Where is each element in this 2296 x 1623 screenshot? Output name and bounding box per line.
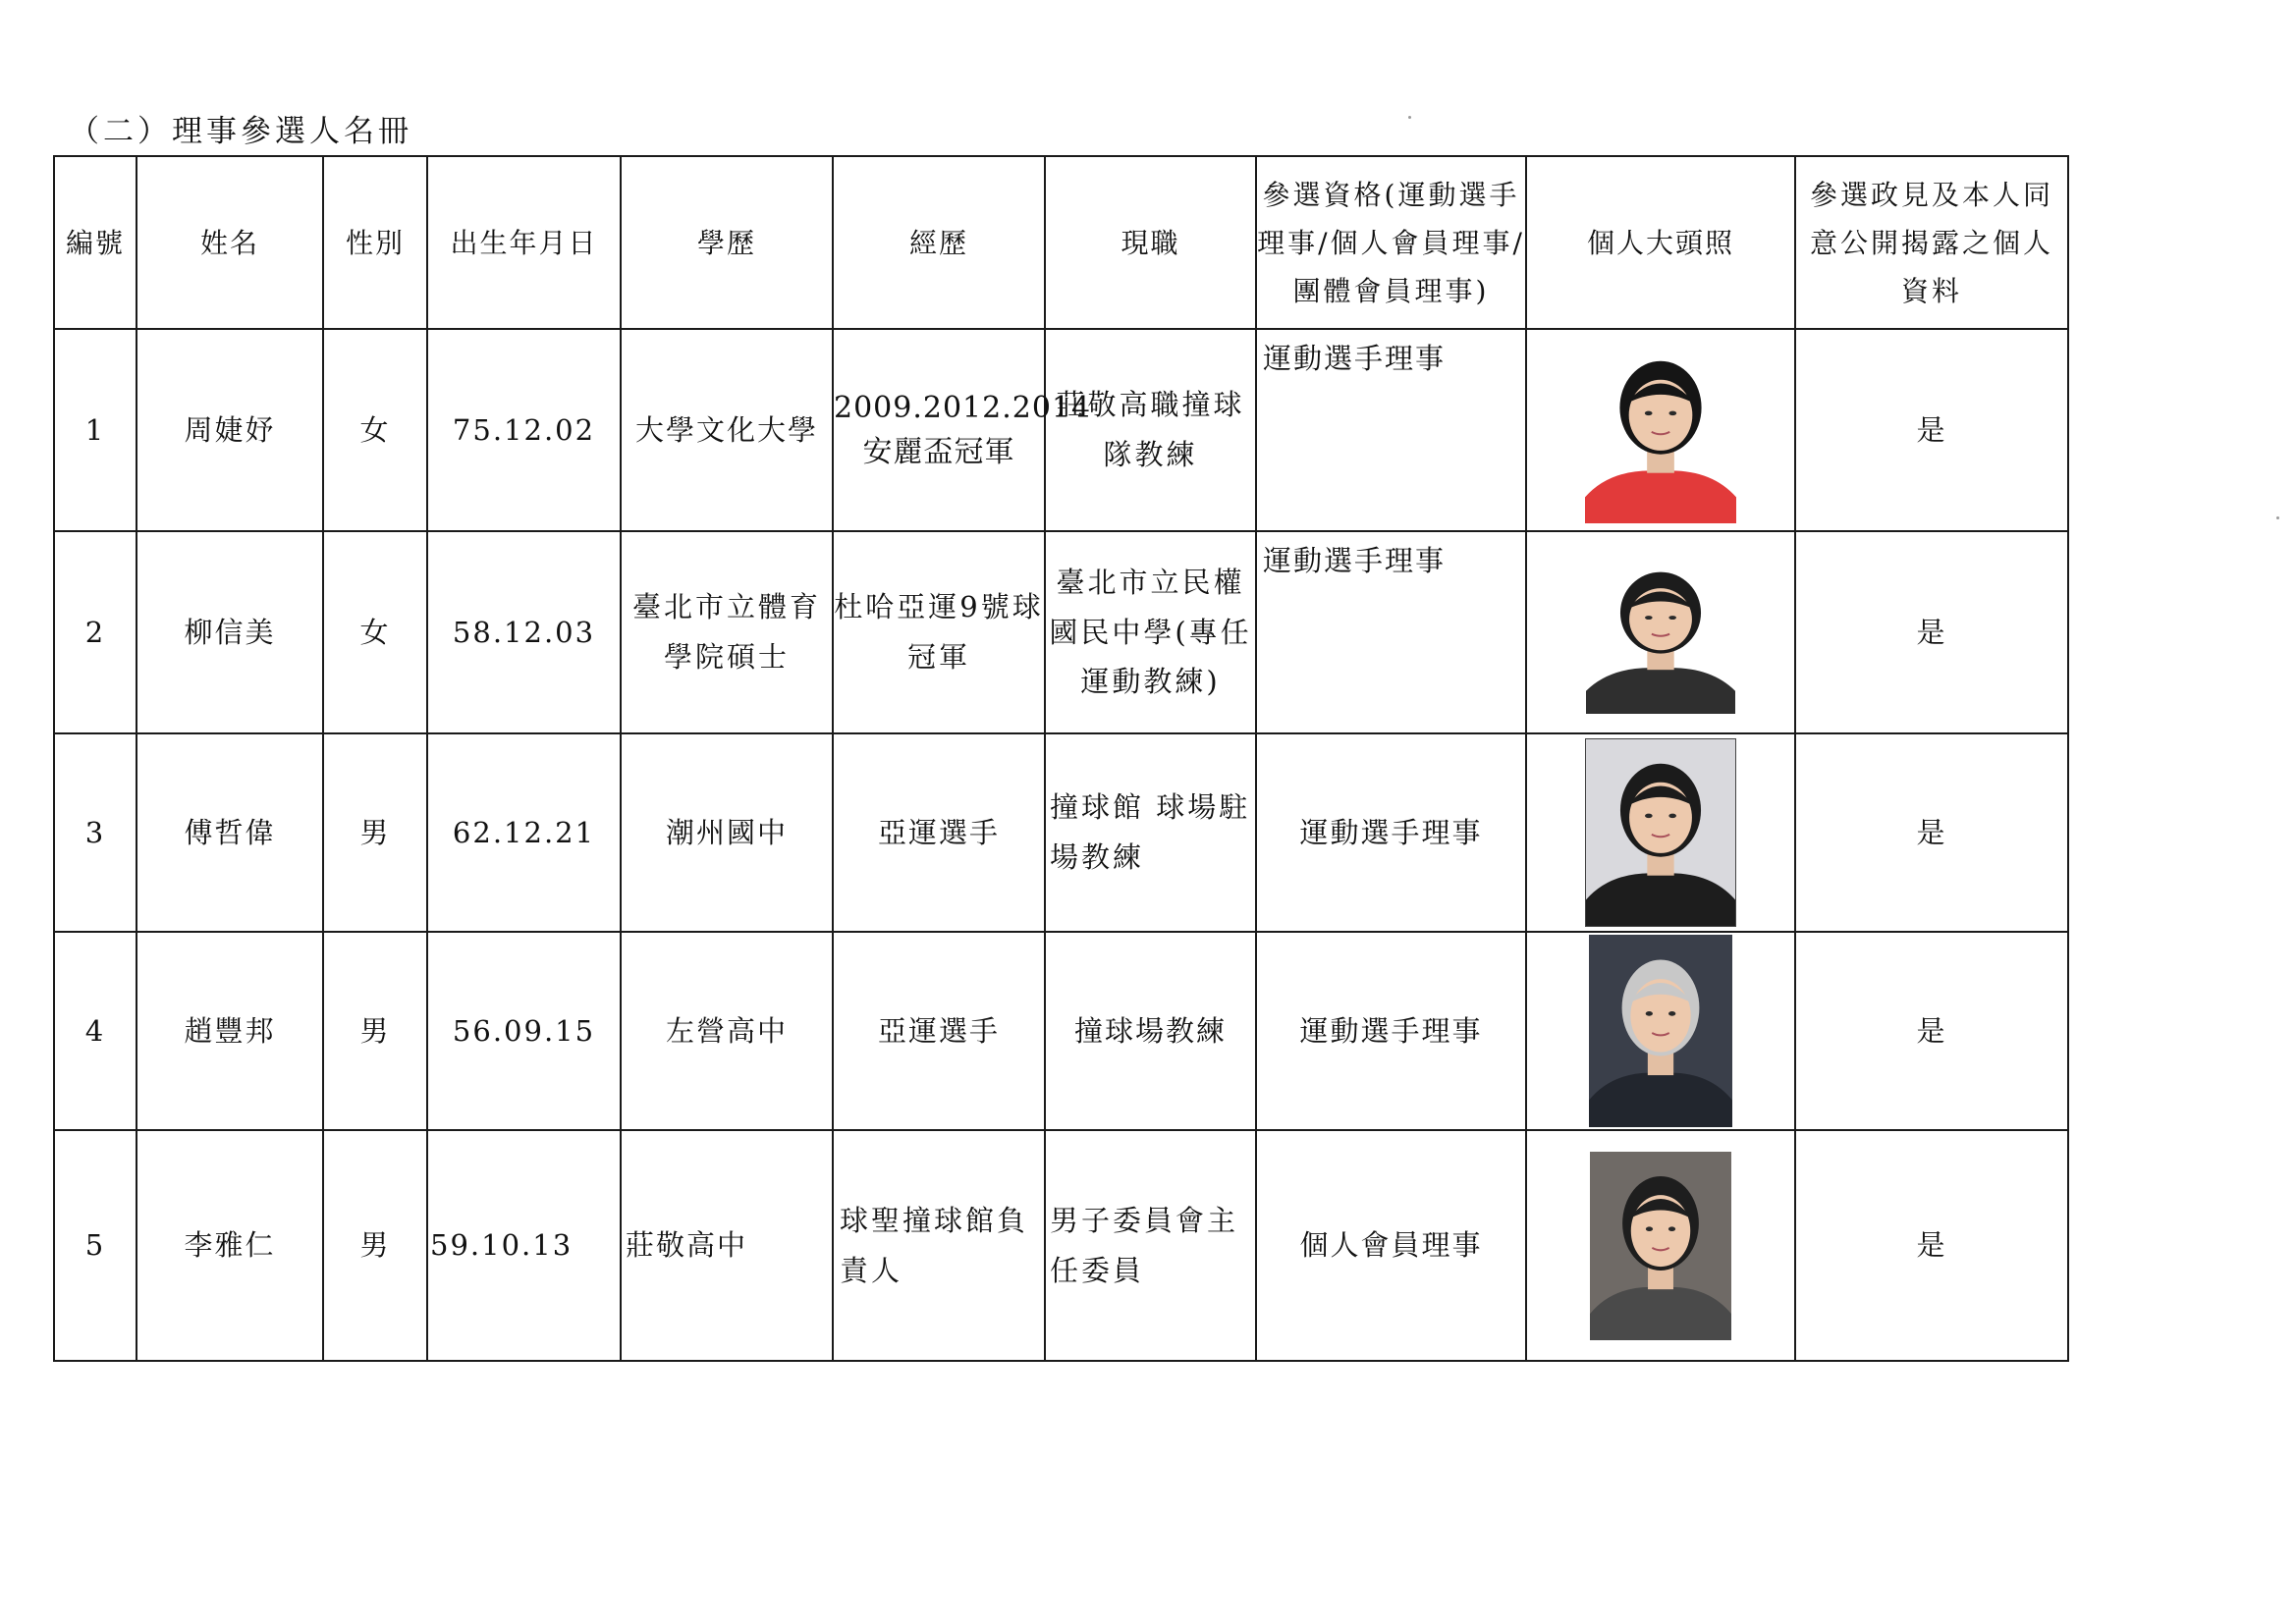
header-gender: 性別 [323,156,427,329]
cell-gender: 男 [323,733,427,932]
portrait-eye-right [1668,1226,1675,1231]
table-row [54,733,2068,932]
header-photo: 個人大頭照 [1526,156,1795,329]
portrait-eye-right [1668,411,1676,416]
page-title: （二）理事參選人名冊 [69,114,412,149]
header-experience: 經歷 [833,156,1045,329]
cell-education: 莊敬高中 [621,1130,833,1361]
header-no: 編號 [54,156,137,329]
scan-speck [2276,516,2279,519]
scan-speck [1408,116,1411,119]
table-row [54,932,2068,1130]
cell-experience: 球聖撞球館負責人 [833,1130,1045,1361]
header-row [54,156,2068,329]
cell-name: 柳信美 [137,531,323,733]
cell-dob: 58.12.03 [427,531,621,733]
cell-experience: 杜哈亞運9號球冠軍 [833,531,1045,733]
cell-qualification: 運動選手理事 [1256,329,1526,531]
candidate-photo [1589,935,1732,1127]
cell-dob: 56.09.15 [427,932,621,1130]
cell-photo [1526,932,1795,1130]
cell-no: 2 [54,531,137,733]
candidate-photo [1590,1152,1731,1340]
cell-position: 撞球館 球場駐場教練 [1045,733,1256,932]
portrait-eye-left [1645,814,1653,819]
cell-experience: 2009.2012.2014安麗盃冠軍 [833,329,1045,531]
portrait-eye-left [1646,1226,1653,1231]
cell-consent: 是 [1795,1130,2068,1361]
cell-photo [1526,1130,1795,1361]
cell-name: 周婕妤 [137,329,323,531]
cell-dob: 59.10.13 [427,1130,621,1361]
cell-name: 傅哲偉 [137,733,323,932]
cell-consent: 是 [1795,733,2068,932]
portrait-silhouette [1589,935,1732,1127]
portrait-silhouette [1586,739,1735,926]
portrait-silhouette [1585,337,1736,523]
cell-qualification: 運動選手理事 [1256,531,1526,733]
portrait-eye-right [1668,1011,1675,1016]
cell-consent: 是 [1795,531,2068,733]
cell-education: 左營高中 [621,932,833,1130]
header-position: 現職 [1045,156,1256,329]
cell-experience: 亞運選手 [833,932,1045,1130]
portrait-eye-left [1645,616,1653,620]
candidate-photo [1585,738,1736,927]
cell-education: 大學文化大學 [621,329,833,531]
cell-education: 潮州國中 [621,733,833,932]
portrait-eye-left [1646,1011,1653,1016]
cell-consent: 是 [1795,329,2068,531]
portrait-eye-right [1668,814,1676,819]
cell-no: 1 [54,329,137,531]
portrait-silhouette [1590,1152,1731,1340]
cell-position: 莊敬高職撞球隊教練 [1045,329,1256,531]
header-qualification: 參選資格(運動選手理事/個人會員理事/團體會員理事) [1256,156,1526,329]
cell-dob: 62.12.21 [427,733,621,932]
header-education: 學歷 [621,156,833,329]
cell-gender: 男 [323,932,427,1130]
cell-experience: 亞運選手 [833,733,1045,932]
table-row [54,329,2068,531]
table-row [54,531,2068,733]
cell-photo [1526,329,1795,531]
cell-dob: 75.12.02 [427,329,621,531]
table-row [54,1130,2068,1361]
cell-qualification: 運動選手理事 [1256,733,1526,932]
candidate-photo [1585,337,1736,523]
cell-name: 李雅仁 [137,1130,323,1361]
cell-consent: 是 [1795,932,2068,1130]
candidate-roster-table [53,155,2069,1362]
cell-gender: 女 [323,531,427,733]
header-consent: 參選政見及本人同意公開揭露之個人資料 [1795,156,2068,329]
cell-position: 男子委員會主任委員 [1045,1130,1256,1361]
portrait-silhouette [1586,551,1735,714]
portrait-eye-left [1645,411,1653,416]
cell-position: 撞球場教練 [1045,932,1256,1130]
cell-no: 4 [54,932,137,1130]
cell-education: 臺北市立體育學院碩士 [621,531,833,733]
cell-qualification: 個人會員理事 [1256,1130,1526,1361]
candidate-photo [1586,551,1735,714]
cell-gender: 女 [323,329,427,531]
cell-gender: 男 [323,1130,427,1361]
header-name: 姓名 [137,156,323,329]
cell-position: 臺北市立民權國民中學(專任運動教練) [1045,531,1256,733]
cell-photo [1526,531,1795,733]
cell-no: 5 [54,1130,137,1361]
cell-name: 趙豐邦 [137,932,323,1130]
cell-no: 3 [54,733,137,932]
cell-qualification: 運動選手理事 [1256,932,1526,1130]
cell-photo [1526,733,1795,932]
header-dob: 出生年月日 [427,156,621,329]
portrait-eye-right [1668,616,1676,620]
